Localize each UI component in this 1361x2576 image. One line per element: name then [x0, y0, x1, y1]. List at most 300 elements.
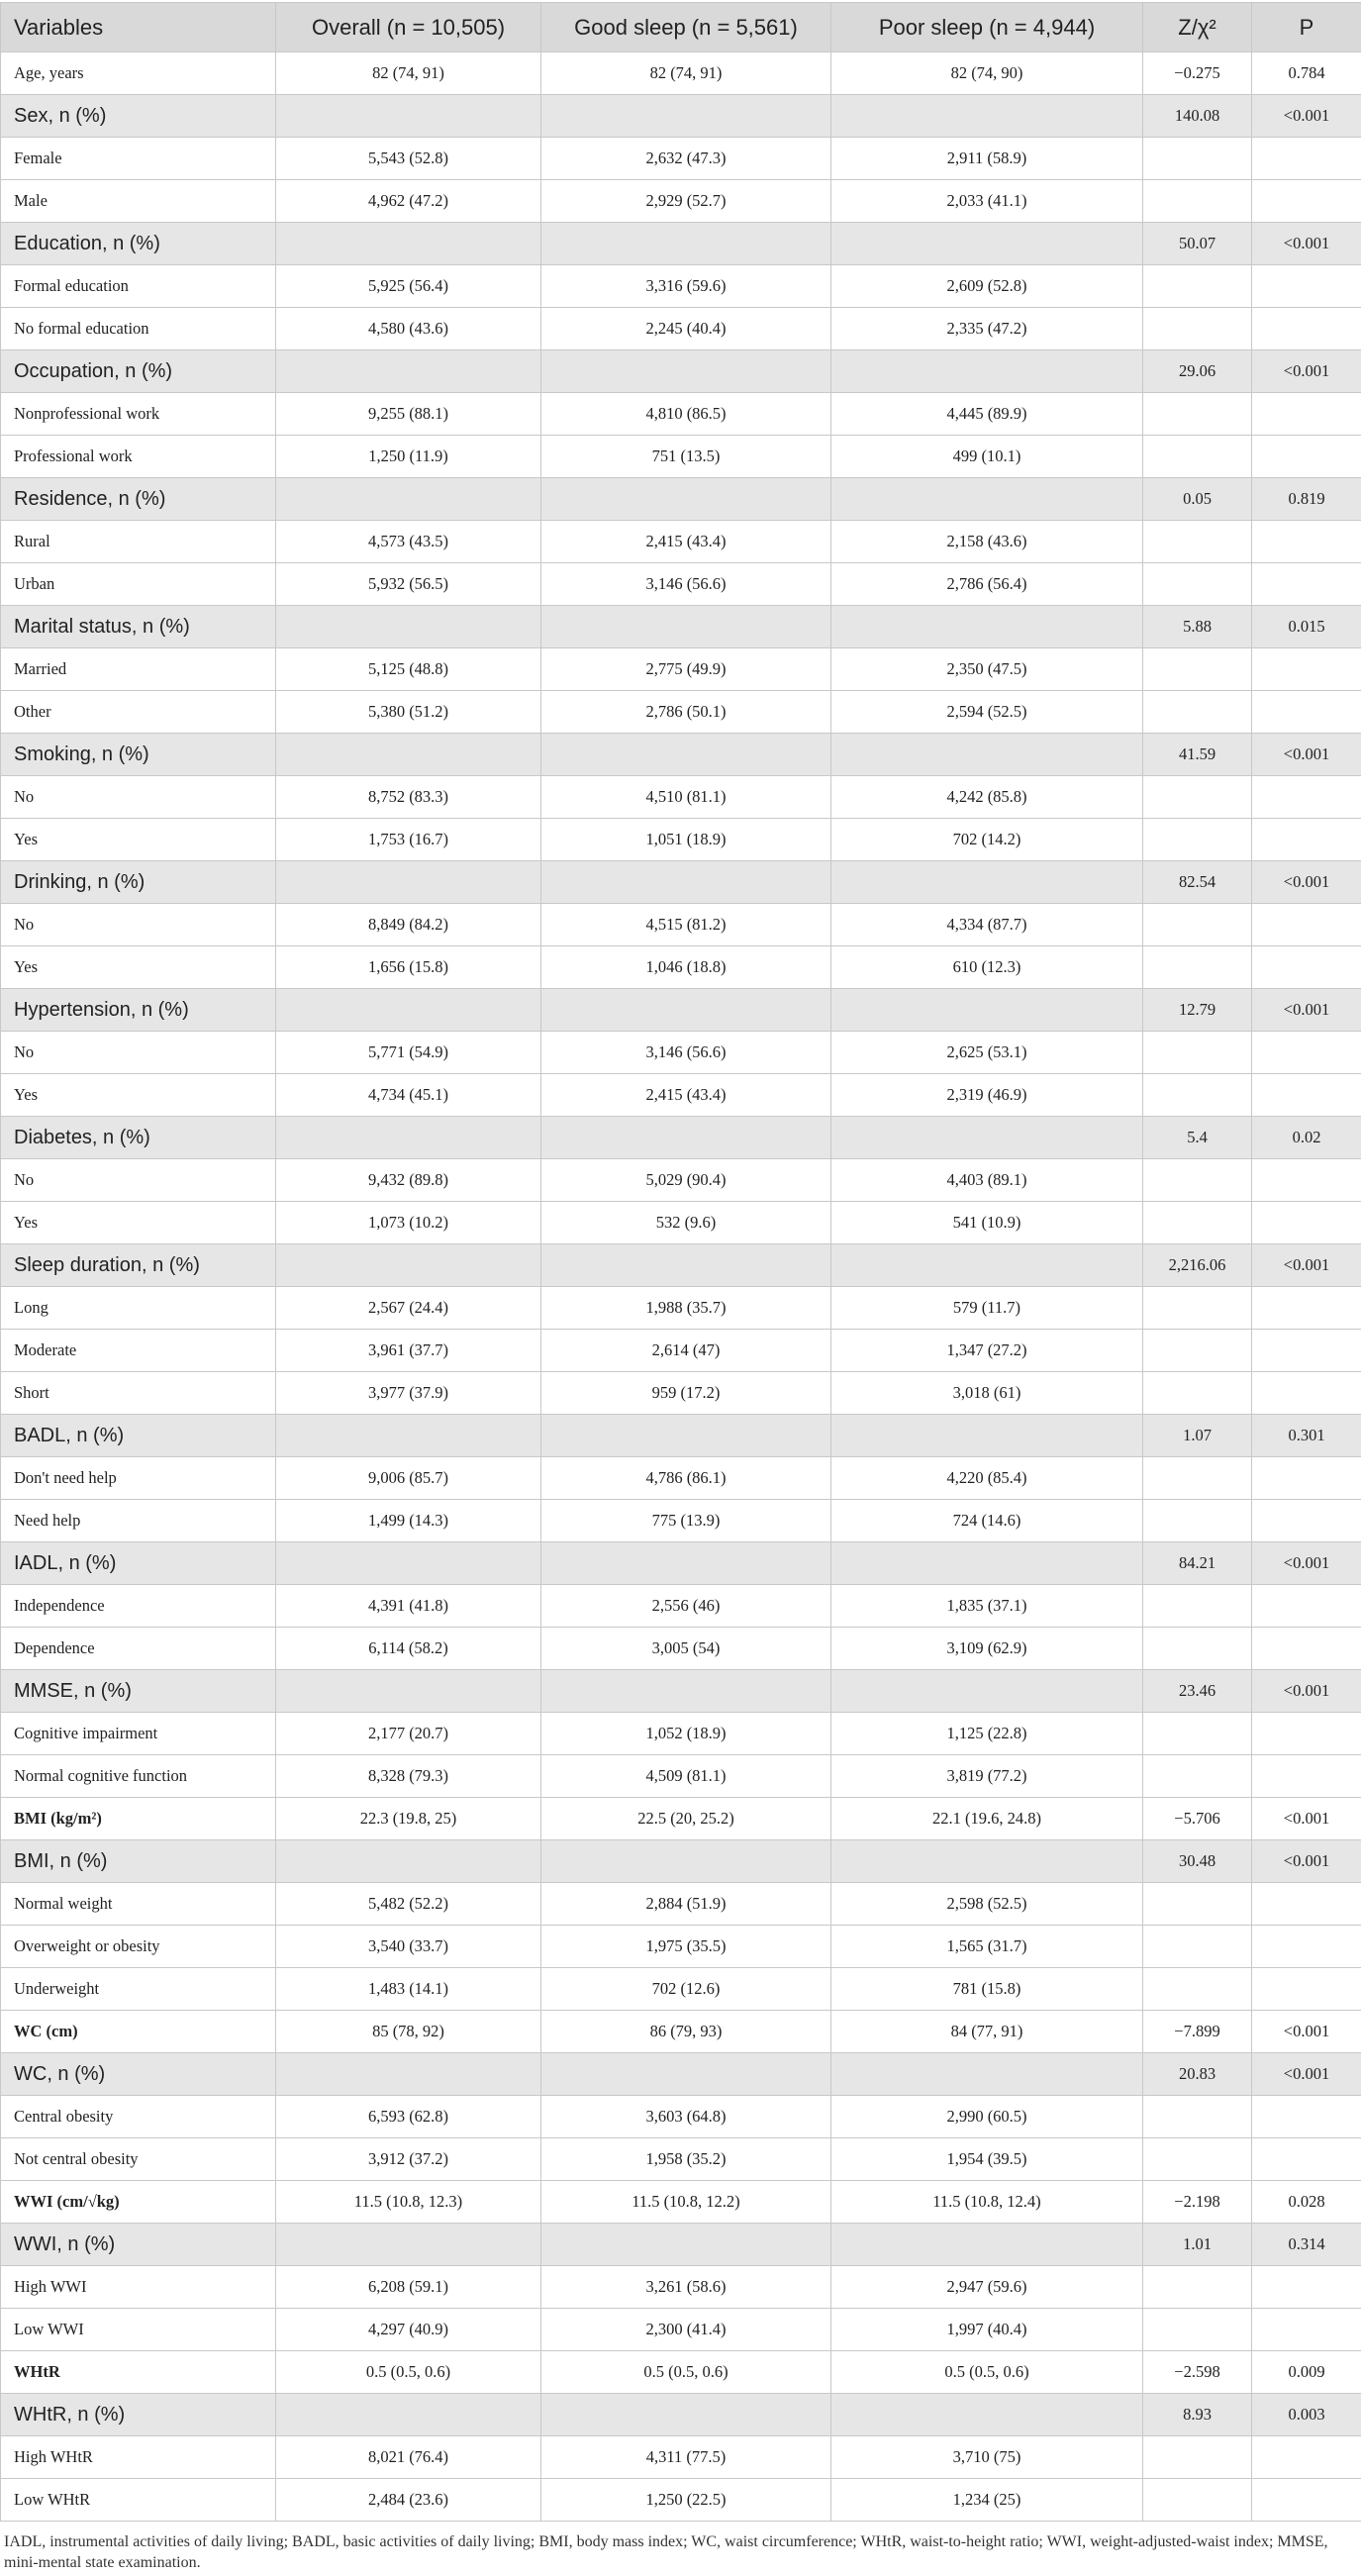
- table-row: [1, 1628, 1361, 1670]
- table-row: [1, 691, 1361, 734]
- statistic-cell: 50.07: [1143, 223, 1252, 265]
- variable-cell: Low WWI: [1, 2309, 276, 2351]
- overall-cell: 8,752 (83.3): [276, 776, 541, 819]
- variable-cell: Residence, n (%): [1, 478, 276, 521]
- p-value-cell: <0.001: [1252, 1542, 1361, 1585]
- header-p-value: P: [1252, 3, 1361, 52]
- overall-cell: 4,573 (43.5): [276, 521, 541, 563]
- good-sleep-cell: 5,029 (90.4): [541, 1159, 831, 1202]
- poor-sleep-cell: 2,786 (56.4): [831, 563, 1143, 606]
- statistic-cell: 84.21: [1143, 1542, 1252, 1585]
- table-row: [1, 1287, 1361, 1330]
- variable-cell: Married: [1, 648, 276, 691]
- table-row: [1, 1926, 1361, 1968]
- section-row: [1, 989, 1361, 1032]
- good-sleep-cell: [541, 1415, 831, 1457]
- statistic-cell: 12.79: [1143, 989, 1252, 1032]
- variable-cell: Normal cognitive function: [1, 1755, 276, 1798]
- variable-cell: BMI, n (%): [1, 1840, 276, 1883]
- p-value-cell: [1252, 1755, 1361, 1798]
- statistic-cell: 30.48: [1143, 1840, 1252, 1883]
- statistic-cell: [1143, 138, 1252, 180]
- table-row: [1, 1457, 1361, 1500]
- good-sleep-cell: [541, 1117, 831, 1159]
- good-sleep-cell: 2,786 (50.1): [541, 691, 831, 734]
- variable-cell: WC, n (%): [1, 2053, 276, 2096]
- p-value-cell: [1252, 563, 1361, 606]
- table-row: [1, 2266, 1361, 2309]
- variable-cell: Yes: [1, 1202, 276, 1244]
- statistic-cell: [1143, 1159, 1252, 1202]
- variable-cell: Education, n (%): [1, 223, 276, 265]
- variable-cell: Need help: [1, 1500, 276, 1542]
- statistic-cell: 20.83: [1143, 2053, 1252, 2096]
- variable-cell: Diabetes, n (%): [1, 1117, 276, 1159]
- poor-sleep-cell: 82 (74, 90): [831, 52, 1143, 95]
- overall-cell: 6,593 (62.8): [276, 2096, 541, 2138]
- poor-sleep-cell: 541 (10.9): [831, 1202, 1143, 1244]
- statistic-cell: 0.05: [1143, 478, 1252, 521]
- variable-cell: Nonprofessional work: [1, 393, 276, 436]
- p-value-cell: 0.015: [1252, 606, 1361, 648]
- statistic-cell: 5.88: [1143, 606, 1252, 648]
- overall-cell: 22.3 (19.8, 25): [276, 1798, 541, 1840]
- good-sleep-cell: [541, 2053, 831, 2096]
- poor-sleep-cell: 1,234 (25): [831, 2479, 1143, 2522]
- table-row: [1, 563, 1361, 606]
- overall-cell: 4,962 (47.2): [276, 180, 541, 223]
- good-sleep-cell: 702 (12.6): [541, 1968, 831, 2011]
- poor-sleep-cell: 2,335 (47.2): [831, 308, 1143, 350]
- p-value-cell: <0.001: [1252, 1840, 1361, 1883]
- good-sleep-cell: 2,614 (47): [541, 1330, 831, 1372]
- good-sleep-cell: [541, 1670, 831, 1713]
- good-sleep-cell: 3,146 (56.6): [541, 1032, 831, 1074]
- statistic-cell: 1.07: [1143, 1415, 1252, 1457]
- p-value-cell: <0.001: [1252, 95, 1361, 138]
- overall-cell: [276, 2053, 541, 2096]
- statistic-cell: [1143, 2138, 1252, 2181]
- p-value-cell: 0.009: [1252, 2351, 1361, 2394]
- poor-sleep-cell: 4,403 (89.1): [831, 1159, 1143, 1202]
- p-value-cell: [1252, 1628, 1361, 1670]
- good-sleep-cell: 3,603 (64.8): [541, 2096, 831, 2138]
- statistic-cell: [1143, 1032, 1252, 1074]
- statistic-cell: [1143, 1287, 1252, 1330]
- p-value-cell: 0.02: [1252, 1117, 1361, 1159]
- p-value-cell: [1252, 819, 1361, 861]
- table-row: [1, 1074, 1361, 1117]
- poor-sleep-cell: 3,819 (77.2): [831, 1755, 1143, 1798]
- poor-sleep-cell: 3,018 (61): [831, 1372, 1143, 1415]
- poor-sleep-cell: [831, 2053, 1143, 2096]
- p-value-cell: [1252, 1457, 1361, 1500]
- section-row: [1, 1542, 1361, 1585]
- poor-sleep-cell: [831, 1117, 1143, 1159]
- poor-sleep-cell: 2,911 (58.9): [831, 138, 1143, 180]
- good-sleep-cell: 86 (79, 93): [541, 2011, 831, 2053]
- good-sleep-cell: [541, 2224, 831, 2266]
- overall-cell: 5,482 (52.2): [276, 1883, 541, 1926]
- statistic-cell: [1143, 1074, 1252, 1117]
- good-sleep-cell: 1,051 (18.9): [541, 819, 831, 861]
- variable-cell: Central obesity: [1, 2096, 276, 2138]
- good-sleep-cell: 4,786 (86.1): [541, 1457, 831, 1500]
- statistic-cell: [1143, 1202, 1252, 1244]
- section-row: [1, 1415, 1361, 1457]
- section-row: [1, 1117, 1361, 1159]
- poor-sleep-cell: 4,334 (87.7): [831, 904, 1143, 946]
- overall-cell: 82 (74, 91): [276, 52, 541, 95]
- statistic-cell: [1143, 1372, 1252, 1415]
- variable-cell: Sex, n (%): [1, 95, 276, 138]
- p-value-cell: [1252, 2479, 1361, 2522]
- table-row: [1, 776, 1361, 819]
- table-row: [1, 1500, 1361, 1542]
- header-poor-sleep: Poor sleep (n = 4,944): [831, 3, 1143, 52]
- poor-sleep-cell: 2,319 (46.9): [831, 1074, 1143, 1117]
- statistic-cell: −2.598: [1143, 2351, 1252, 2394]
- poor-sleep-cell: 610 (12.3): [831, 946, 1143, 989]
- section-row: [1, 95, 1361, 138]
- good-sleep-cell: [541, 989, 831, 1032]
- overall-cell: [276, 1542, 541, 1585]
- statistic-cell: [1143, 180, 1252, 223]
- statistic-cell: [1143, 563, 1252, 606]
- good-sleep-cell: 2,929 (52.7): [541, 180, 831, 223]
- poor-sleep-cell: 2,158 (43.6): [831, 521, 1143, 563]
- header-good-sleep: Good sleep (n = 5,561): [541, 3, 831, 52]
- table-row: [1, 1330, 1361, 1372]
- good-sleep-cell: 1,988 (35.7): [541, 1287, 831, 1330]
- p-value-cell: 0.003: [1252, 2394, 1361, 2436]
- overall-cell: [276, 1244, 541, 1287]
- p-value-cell: [1252, 1968, 1361, 2011]
- poor-sleep-cell: 1,835 (37.1): [831, 1585, 1143, 1628]
- overall-cell: 8,328 (79.3): [276, 1755, 541, 1798]
- good-sleep-cell: 2,884 (51.9): [541, 1883, 831, 1926]
- variable-cell: WWI (cm/√kg): [1, 2181, 276, 2224]
- good-sleep-cell: 2,415 (43.4): [541, 521, 831, 563]
- variable-cell: Normal weight: [1, 1883, 276, 1926]
- variable-cell: BMI (kg/m²): [1, 1798, 276, 1840]
- good-sleep-cell: 532 (9.6): [541, 1202, 831, 1244]
- poor-sleep-cell: 4,220 (85.4): [831, 1457, 1143, 1500]
- p-value-cell: [1252, 648, 1361, 691]
- statistic-cell: [1143, 776, 1252, 819]
- variable-cell: High WHtR: [1, 2436, 276, 2479]
- statistic-cell: [1143, 2436, 1252, 2479]
- variable-cell: Yes: [1, 819, 276, 861]
- statistic-cell: [1143, 521, 1252, 563]
- poor-sleep-cell: 1,125 (22.8): [831, 1713, 1143, 1755]
- good-sleep-cell: 4,510 (81.1): [541, 776, 831, 819]
- variable-cell: WHtR, n (%): [1, 2394, 276, 2436]
- section-row: [1, 2224, 1361, 2266]
- overall-cell: 2,177 (20.7): [276, 1713, 541, 1755]
- statistic-cell: 1.01: [1143, 2224, 1252, 2266]
- table-row: [1, 2181, 1361, 2224]
- good-sleep-cell: 959 (17.2): [541, 1372, 831, 1415]
- overall-cell: 4,297 (40.9): [276, 2309, 541, 2351]
- overall-cell: 1,483 (14.1): [276, 1968, 541, 2011]
- good-sleep-cell: 11.5 (10.8, 12.2): [541, 2181, 831, 2224]
- good-sleep-cell: 4,311 (77.5): [541, 2436, 831, 2479]
- variable-cell: Cognitive impairment: [1, 1713, 276, 1755]
- overall-cell: 5,771 (54.9): [276, 1032, 541, 1074]
- poor-sleep-cell: 3,109 (62.9): [831, 1628, 1143, 1670]
- good-sleep-cell: 2,300 (41.4): [541, 2309, 831, 2351]
- poor-sleep-cell: [831, 1415, 1143, 1457]
- overall-cell: 85 (78, 92): [276, 2011, 541, 2053]
- overall-cell: 11.5 (10.8, 12.3): [276, 2181, 541, 2224]
- statistic-cell: −7.899: [1143, 2011, 1252, 2053]
- table-row: [1, 1713, 1361, 1755]
- poor-sleep-cell: 84 (77, 91): [831, 2011, 1143, 2053]
- header-statistic: Z/χ²: [1143, 3, 1252, 52]
- overall-cell: 1,753 (16.7): [276, 819, 541, 861]
- statistic-cell: [1143, 1628, 1252, 1670]
- overall-cell: 8,021 (76.4): [276, 2436, 541, 2479]
- variable-cell: Female: [1, 138, 276, 180]
- variable-cell: Dependence: [1, 1628, 276, 1670]
- good-sleep-cell: 2,556 (46): [541, 1585, 831, 1628]
- variable-cell: Formal education: [1, 265, 276, 308]
- section-row: [1, 1670, 1361, 1713]
- section-row: [1, 734, 1361, 776]
- variable-cell: Smoking, n (%): [1, 734, 276, 776]
- overall-cell: [276, 989, 541, 1032]
- poor-sleep-cell: [831, 350, 1143, 393]
- statistic-cell: [1143, 1500, 1252, 1542]
- overall-cell: [276, 95, 541, 138]
- variable-cell: Underweight: [1, 1968, 276, 2011]
- p-value-cell: [1252, 904, 1361, 946]
- variable-cell: Low WHtR: [1, 2479, 276, 2522]
- poor-sleep-cell: 1,997 (40.4): [831, 2309, 1143, 2351]
- table-row: [1, 648, 1361, 691]
- good-sleep-cell: [541, 478, 831, 521]
- header-row: [1, 3, 1361, 52]
- statistic-cell: [1143, 1926, 1252, 1968]
- good-sleep-cell: 1,958 (35.2): [541, 2138, 831, 2181]
- overall-cell: [276, 861, 541, 904]
- poor-sleep-cell: 22.1 (19.6, 24.8): [831, 1798, 1143, 1840]
- variable-cell: No: [1, 776, 276, 819]
- statistic-cell: −5.706: [1143, 1798, 1252, 1840]
- overall-cell: 1,250 (11.9): [276, 436, 541, 478]
- overall-cell: [276, 2394, 541, 2436]
- p-value-cell: [1252, 2436, 1361, 2479]
- statistic-cell: 5.4: [1143, 1117, 1252, 1159]
- p-value-cell: 0.301: [1252, 1415, 1361, 1457]
- overall-cell: [276, 1670, 541, 1713]
- variable-cell: Professional work: [1, 436, 276, 478]
- good-sleep-cell: 4,509 (81.1): [541, 1755, 831, 1798]
- p-value-cell: 0.028: [1252, 2181, 1361, 2224]
- table-row: [1, 946, 1361, 989]
- good-sleep-cell: [541, 861, 831, 904]
- variable-cell: BADL, n (%): [1, 1415, 276, 1457]
- table-row: [1, 1883, 1361, 1926]
- good-sleep-cell: 751 (13.5): [541, 436, 831, 478]
- good-sleep-cell: [541, 2394, 831, 2436]
- good-sleep-cell: 4,810 (86.5): [541, 393, 831, 436]
- p-value-cell: 0.784: [1252, 52, 1361, 95]
- table-row: [1, 2138, 1361, 2181]
- good-sleep-cell: 1,046 (18.8): [541, 946, 831, 989]
- variable-cell: Marital status, n (%): [1, 606, 276, 648]
- overall-cell: [276, 606, 541, 648]
- overall-cell: [276, 734, 541, 776]
- section-row: [1, 861, 1361, 904]
- variable-cell: Sleep duration, n (%): [1, 1244, 276, 1287]
- table-row: [1, 2436, 1361, 2479]
- variable-cell: Moderate: [1, 1330, 276, 1372]
- poor-sleep-cell: 781 (15.8): [831, 1968, 1143, 2011]
- variable-cell: No: [1, 1032, 276, 1074]
- p-value-cell: [1252, 946, 1361, 989]
- variable-cell: IADL, n (%): [1, 1542, 276, 1585]
- statistic-cell: [1143, 819, 1252, 861]
- poor-sleep-cell: 1,954 (39.5): [831, 2138, 1143, 2181]
- statistic-cell: [1143, 308, 1252, 350]
- variable-cell: High WWI: [1, 2266, 276, 2309]
- good-sleep-cell: [541, 95, 831, 138]
- poor-sleep-cell: [831, 606, 1143, 648]
- overall-cell: 5,925 (56.4): [276, 265, 541, 308]
- variable-cell: Short: [1, 1372, 276, 1415]
- poor-sleep-cell: 579 (11.7): [831, 1287, 1143, 1330]
- variable-cell: Don't need help: [1, 1457, 276, 1500]
- overall-cell: 4,734 (45.1): [276, 1074, 541, 1117]
- good-sleep-cell: 2,415 (43.4): [541, 1074, 831, 1117]
- variable-cell: Other: [1, 691, 276, 734]
- table-row: [1, 904, 1361, 946]
- poor-sleep-cell: 4,445 (89.9): [831, 393, 1143, 436]
- p-value-cell: [1252, 1074, 1361, 1117]
- variable-cell: Not central obesity: [1, 2138, 276, 2181]
- poor-sleep-cell: 2,990 (60.5): [831, 2096, 1143, 2138]
- variable-cell: Drinking, n (%): [1, 861, 276, 904]
- overall-cell: 1,073 (10.2): [276, 1202, 541, 1244]
- overall-cell: 6,208 (59.1): [276, 2266, 541, 2309]
- good-sleep-cell: [541, 1542, 831, 1585]
- variable-cell: Long: [1, 1287, 276, 1330]
- p-value-cell: <0.001: [1252, 734, 1361, 776]
- table-row: [1, 2309, 1361, 2351]
- statistic-cell: 29.06: [1143, 350, 1252, 393]
- good-sleep-cell: 1,250 (22.5): [541, 2479, 831, 2522]
- p-value-cell: [1252, 138, 1361, 180]
- good-sleep-cell: 0.5 (0.5, 0.6): [541, 2351, 831, 2394]
- table-body: [1, 52, 1361, 2522]
- table-row: [1, 1968, 1361, 2011]
- p-value-cell: [1252, 393, 1361, 436]
- p-value-cell: <0.001: [1252, 2053, 1361, 2096]
- table-row: [1, 436, 1361, 478]
- poor-sleep-cell: [831, 861, 1143, 904]
- statistic-cell: [1143, 1457, 1252, 1500]
- statistic-cell: [1143, 1968, 1252, 2011]
- overall-cell: 9,006 (85.7): [276, 1457, 541, 1500]
- p-value-cell: [1252, 776, 1361, 819]
- overall-cell: 4,580 (43.6): [276, 308, 541, 350]
- table-row: [1, 2351, 1361, 2394]
- good-sleep-cell: 3,261 (58.6): [541, 2266, 831, 2309]
- good-sleep-cell: 3,005 (54): [541, 1628, 831, 1670]
- poor-sleep-cell: 2,947 (59.6): [831, 2266, 1143, 2309]
- good-sleep-cell: 3,146 (56.6): [541, 563, 831, 606]
- poor-sleep-cell: 724 (14.6): [831, 1500, 1143, 1542]
- poor-sleep-cell: 2,598 (52.5): [831, 1883, 1143, 1926]
- statistic-cell: [1143, 1585, 1252, 1628]
- table-row: [1, 180, 1361, 223]
- p-value-cell: [1252, 2266, 1361, 2309]
- poor-sleep-cell: 0.5 (0.5, 0.6): [831, 2351, 1143, 2394]
- table-row: [1, 2479, 1361, 2522]
- p-value-cell: [1252, 1032, 1361, 1074]
- p-value-cell: [1252, 1500, 1361, 1542]
- statistic-cell: −2.198: [1143, 2181, 1252, 2224]
- p-value-cell: [1252, 1883, 1361, 1926]
- p-value-cell: <0.001: [1252, 1244, 1361, 1287]
- overall-cell: 8,849 (84.2): [276, 904, 541, 946]
- p-value-cell: [1252, 1585, 1361, 1628]
- table-row: [1, 1585, 1361, 1628]
- statistic-cell: [1143, 2266, 1252, 2309]
- section-row: [1, 1244, 1361, 1287]
- overall-cell: 5,932 (56.5): [276, 563, 541, 606]
- good-sleep-cell: [541, 1244, 831, 1287]
- poor-sleep-cell: [831, 1244, 1143, 1287]
- overall-cell: 3,912 (37.2): [276, 2138, 541, 2181]
- statistic-cell: [1143, 1883, 1252, 1926]
- table-row: [1, 1372, 1361, 1415]
- overall-cell: 1,499 (14.3): [276, 1500, 541, 1542]
- good-sleep-cell: 2,245 (40.4): [541, 308, 831, 350]
- p-value-cell: [1252, 308, 1361, 350]
- poor-sleep-cell: [831, 2394, 1143, 2436]
- variable-cell: Urban: [1, 563, 276, 606]
- variable-cell: WWI, n (%): [1, 2224, 276, 2266]
- good-sleep-cell: [541, 1840, 831, 1883]
- table-row: [1, 1032, 1361, 1074]
- table-footnote: IADL, instrumental activities of daily living; BADL, basic activities of daily living; BMI, body mass index; WC, waist circumference; WHtR, waist-to-height ratio; WWI, weight-adjusted-waist index; MMSE, mini-mental state examination.: [4, 2533, 1328, 2571]
- overall-cell: 3,540 (33.7): [276, 1926, 541, 1968]
- variable-cell: WC (cm): [1, 2011, 276, 2053]
- p-value-cell: <0.001: [1252, 2011, 1361, 2053]
- p-value-cell: [1252, 436, 1361, 478]
- statistic-cell: [1143, 1330, 1252, 1372]
- statistic-cell: [1143, 393, 1252, 436]
- overall-cell: 4,391 (41.8): [276, 1585, 541, 1628]
- good-sleep-cell: 82 (74, 91): [541, 52, 831, 95]
- statistic-cell: [1143, 1755, 1252, 1798]
- statistic-cell: 82.54: [1143, 861, 1252, 904]
- p-value-cell: [1252, 180, 1361, 223]
- statistic-cell: [1143, 691, 1252, 734]
- good-sleep-cell: 22.5 (20, 25.2): [541, 1798, 831, 1840]
- overall-cell: 6,114 (58.2): [276, 1628, 541, 1670]
- statistic-cell: −0.275: [1143, 52, 1252, 95]
- overall-cell: 2,567 (24.4): [276, 1287, 541, 1330]
- poor-sleep-cell: 499 (10.1): [831, 436, 1143, 478]
- variable-cell: No: [1, 1159, 276, 1202]
- statistic-cell: [1143, 946, 1252, 989]
- statistic-cell: 23.46: [1143, 1670, 1252, 1713]
- p-value-cell: <0.001: [1252, 1798, 1361, 1840]
